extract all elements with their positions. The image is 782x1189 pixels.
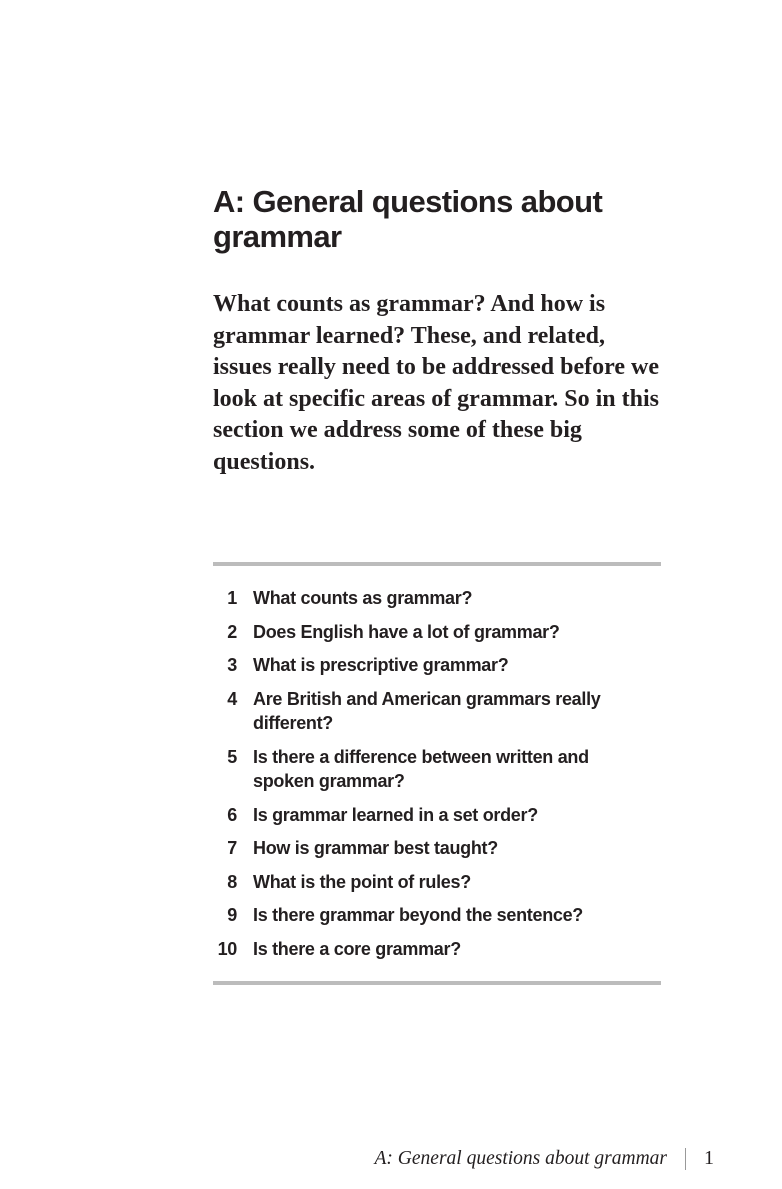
footer-divider bbox=[685, 1148, 686, 1170]
contents-item-6 bbox=[213, 803, 661, 828]
section-title bbox=[213, 184, 673, 254]
section-title-line-1: A: General questions about bbox=[213, 184, 603, 219]
contents-item-text: What counts as grammar? bbox=[253, 588, 473, 608]
contents-item-number: 1 bbox=[227, 588, 237, 608]
contents-item-4 bbox=[213, 687, 661, 736]
contents-item-text: Is there a core grammar? bbox=[253, 938, 461, 959]
contents-item-7 bbox=[213, 836, 661, 861]
contents-item-number: 10 bbox=[217, 938, 237, 959]
contents-item-number: 9 bbox=[227, 905, 237, 925]
contents-item-2 bbox=[213, 620, 661, 645]
running-head: A: General questions about grammar bbox=[374, 1147, 667, 1169]
contents-item-number: 4 bbox=[227, 688, 237, 709]
contents-item-number: 2 bbox=[227, 621, 237, 642]
bottom-divider bbox=[213, 981, 661, 985]
contents-item-text: Is there grammar beyond the sentence? bbox=[253, 905, 584, 925]
contents-item-number: 3 bbox=[227, 655, 237, 675]
contents-item-5 bbox=[213, 745, 661, 794]
contents-item-text: Are British and American grammars really different? bbox=[253, 688, 601, 733]
contents-item-text: How is grammar best taught? bbox=[253, 838, 498, 858]
page-number: 1 bbox=[704, 1147, 714, 1169]
contents-item-number: 5 bbox=[227, 746, 237, 767]
contents-item-text: Is grammar learned in a set order? bbox=[253, 804, 538, 825]
contents-item-1 bbox=[213, 586, 661, 611]
page-footer bbox=[375, 1147, 714, 1170]
contents-item-number: 8 bbox=[227, 871, 237, 892]
contents-item-text: Is there a difference between written and spoken grammar? bbox=[253, 746, 589, 791]
contents-item-text: Does English have a lot of grammar? bbox=[253, 621, 560, 642]
top-divider bbox=[213, 562, 661, 566]
contents-list bbox=[213, 586, 661, 970]
section-title-line-2: grammar bbox=[213, 219, 342, 254]
contents-item-3 bbox=[213, 653, 661, 678]
contents-item-9 bbox=[213, 903, 661, 928]
contents-item-number: 7 bbox=[227, 838, 237, 858]
intro-paragraph: What counts as grammar? And how is grammar learned? These, and related, issues really need to be addressed before we look at specific areas of grammar. So in this section we address some of these big questions. bbox=[213, 291, 659, 475]
contents-item-8 bbox=[213, 870, 661, 895]
contents-item-10 bbox=[213, 937, 661, 962]
contents-item-number: 6 bbox=[227, 804, 237, 825]
contents-item-text: What is prescriptive grammar? bbox=[253, 655, 509, 675]
contents-item-text: What is the point of rules? bbox=[253, 871, 471, 892]
